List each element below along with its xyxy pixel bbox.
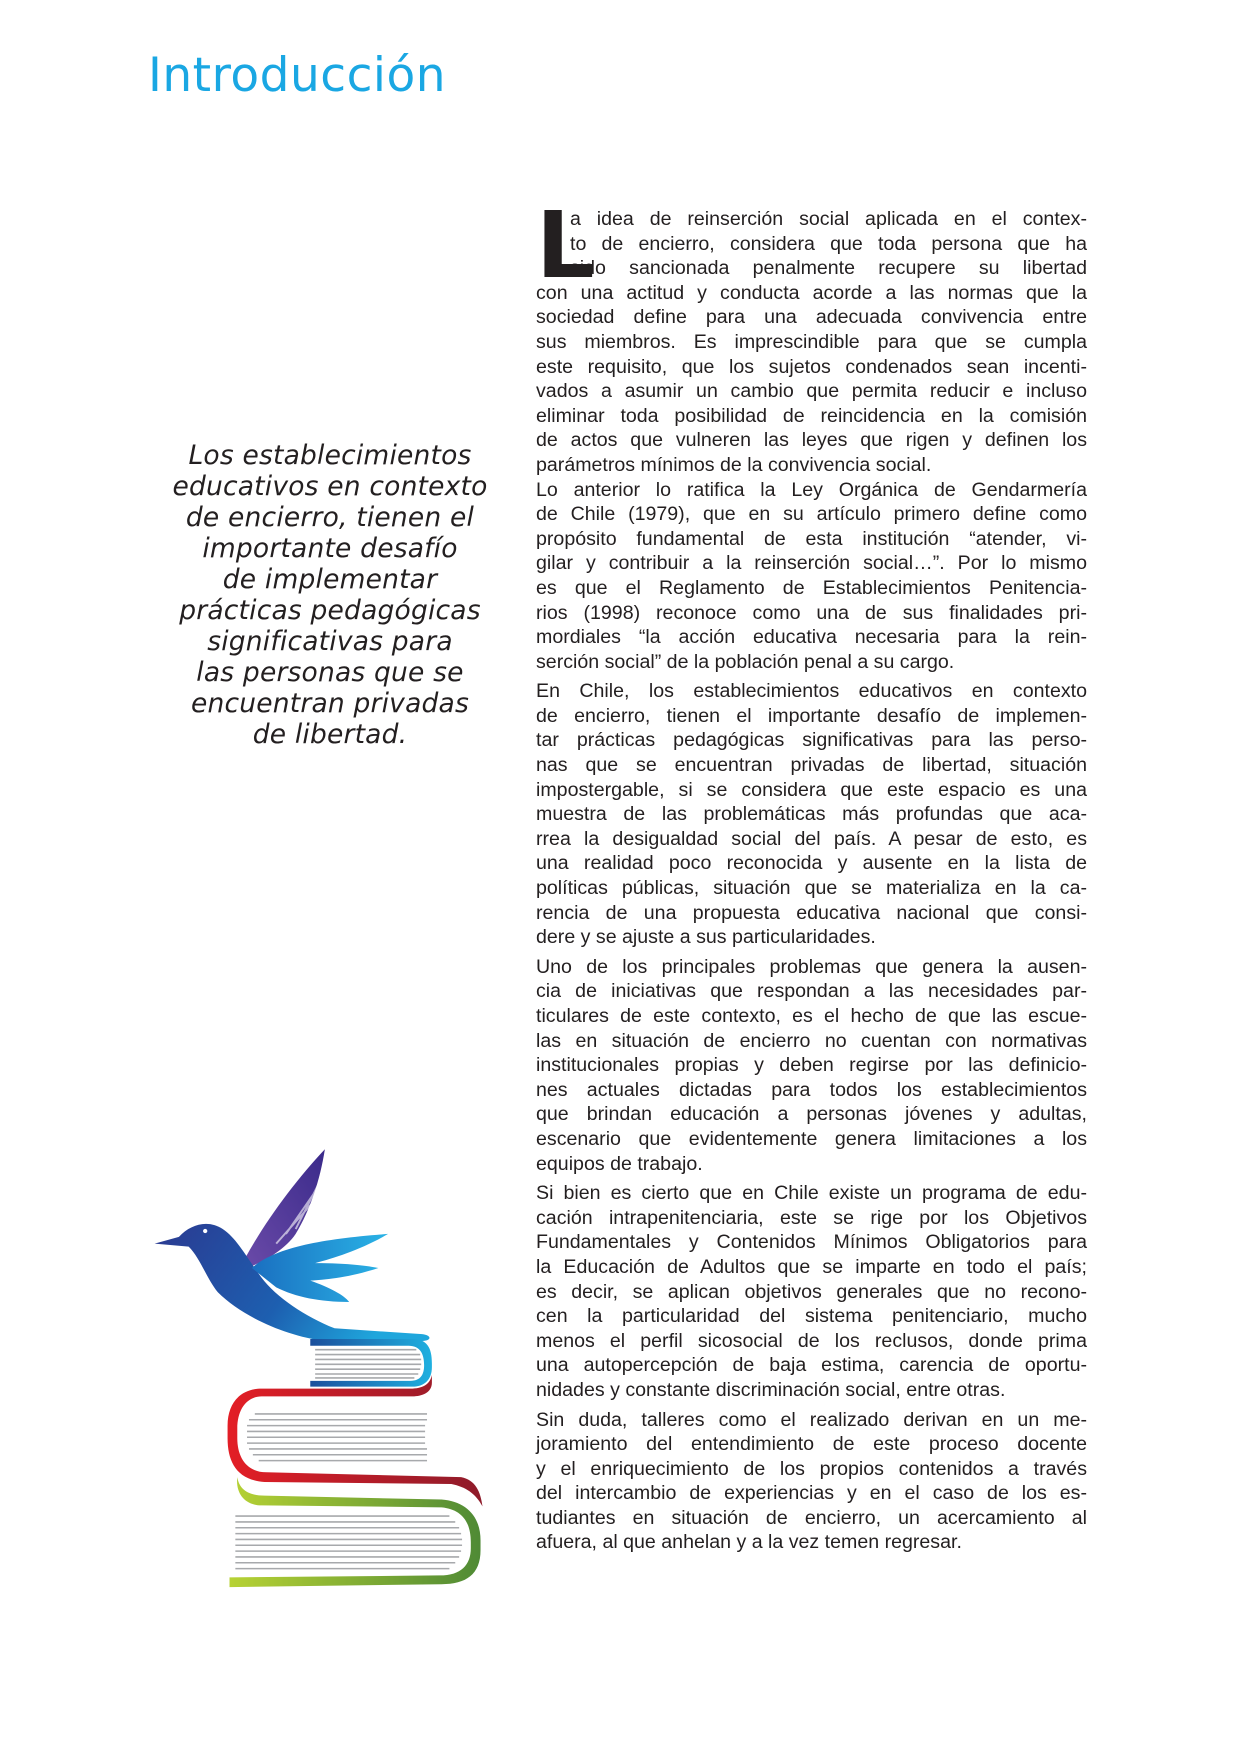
text-line: tar prácticas pedagógicas significativas para las perso- bbox=[536, 729, 1087, 752]
text-line: de actos que vulneren las leyes que rigen y definen los bbox=[536, 429, 1087, 452]
paragraph-1 bbox=[536, 192, 1087, 478]
pull-quote-line: prácticas pedagógicas bbox=[179, 595, 481, 626]
pull-quote-line: de libertad. bbox=[252, 719, 408, 750]
text-line: este requisito, que los sujetos condenados sean incenti- bbox=[536, 355, 1087, 378]
paragraph-5 bbox=[536, 1181, 1087, 1402]
text-line: Lo anterior lo ratifica la Ley Orgánica de Gendarmería bbox=[536, 478, 1087, 501]
text-line: con una actitud y conducta acorde a las normas que la bbox=[536, 281, 1087, 304]
text-line: la Educación de Adultos que se imparte en todo el país; bbox=[536, 1255, 1087, 1278]
pull-quote-line: significativas para bbox=[207, 626, 453, 657]
pull-quote-line: importante desafío bbox=[202, 533, 458, 564]
text-line: las en situación de encierro no cuentan con normativas bbox=[536, 1029, 1087, 1052]
text-line: En Chile, los establecimientos educativos en contexto bbox=[536, 680, 1087, 703]
text-line: gilar y contribuir a la reinserción social…”. Por lo mismo bbox=[536, 552, 1087, 575]
text-line: serción social” de la población penal a su cargo. bbox=[536, 650, 955, 673]
text-line: del intercambio de experiencias y en el caso de los es- bbox=[536, 1482, 1087, 1505]
text-line: escenario que evidentemente genera limitaciones a los bbox=[536, 1127, 1087, 1150]
drop-cap: L bbox=[536, 192, 595, 299]
text-line: Si bien es cierto que en Chile existe un programa de edu- bbox=[536, 1182, 1087, 1205]
text-line: tudiantes en situación de encierro, un acercamiento al bbox=[536, 1506, 1087, 1529]
text-line: de encierro, tienen el importante desafío de implemen- bbox=[536, 704, 1087, 727]
text-line: una realidad poco reconocida y ausente en la lista de bbox=[536, 852, 1087, 875]
pull-quote-line: educativos en contexto bbox=[172, 471, 488, 502]
text-line: joramiento del entendimiento de este proceso docente bbox=[536, 1433, 1087, 1456]
paragraph-3 bbox=[536, 679, 1087, 950]
text-line: cia de iniciativas que respondan a las necesidades par- bbox=[536, 980, 1087, 1003]
text-line: muestra de las problemáticas más profundas que aca- bbox=[536, 803, 1087, 826]
text-line: dere y se ajuste a sus particularidades. bbox=[536, 926, 876, 949]
text-line: rios (1998) reconoce como una de sus finalidades pri- bbox=[536, 601, 1087, 624]
pull-quote-line: las personas que se bbox=[196, 657, 464, 688]
pull-quote-line: encuentran privadas bbox=[191, 688, 469, 719]
text-line: parámetros mínimos de la convivencia social. bbox=[536, 453, 932, 476]
page-title: Introducción bbox=[148, 48, 447, 103]
text-line: to de encierro, considera que toda persona que ha bbox=[570, 232, 1087, 255]
pull-quote-line: Los establecimientos bbox=[188, 440, 472, 471]
text-line: propósito fundamental de esta institución “atender, vi- bbox=[536, 527, 1087, 550]
text-line: a idea de reinserción social aplicada en el contex- bbox=[570, 208, 1087, 230]
text-line: Uno de los principales problemas que genera la ausen- bbox=[536, 955, 1087, 978]
text-line: rrea la desigualdad social del país. A pesar de esto, es bbox=[536, 827, 1087, 850]
text-line: vados a asumir un cambio que permita reducir e incluso bbox=[536, 380, 1087, 403]
body-text-column bbox=[536, 192, 1087, 1560]
text-line: afuera, al que anhelan y a la vez temen regresar. bbox=[536, 1531, 962, 1554]
text-line: que brindan educación a personas jóvenes y adultas, bbox=[536, 1103, 1087, 1126]
text-line: políticas públicas, situación que se materializa en la ca- bbox=[536, 877, 1087, 900]
text-line: nas que se encuentran privadas de libertad, situación bbox=[536, 754, 1087, 777]
text-line: ticulares de este contexto, es el hecho de que las escue- bbox=[536, 1005, 1087, 1027]
text-line: nidades y constante discriminación social, entre otras. bbox=[536, 1378, 1006, 1401]
text-line: menos el perfil sicosocial de los reclusos, donde prima bbox=[536, 1329, 1087, 1352]
text-line: cación intrapenitenciaria, este se rige por los Objetivos bbox=[536, 1206, 1087, 1229]
text-line: una autopercepción de baja estima, carencia de oportu- bbox=[536, 1354, 1087, 1377]
text-line: equipos de trabajo. bbox=[536, 1152, 703, 1175]
pull-quote-line: de encierro, tienen el bbox=[185, 502, 475, 533]
pull-quote bbox=[140, 440, 520, 750]
text-line: es decir, se aplican objetivos generales que no recono- bbox=[536, 1280, 1087, 1303]
text-line: Sin duda, talleres como el realizado derivan en un me- bbox=[536, 1408, 1087, 1431]
text-line: cen la particularidad del sistema penitenciario, mucho bbox=[536, 1305, 1087, 1328]
text-line: institucionales propias y deben regirse por las definicio- bbox=[536, 1054, 1087, 1077]
text-line: sus miembros. Es imprescindible para que se cumpla bbox=[536, 330, 1087, 353]
text-line: es que el Reglamento de Establecimientos Penitencia- bbox=[536, 576, 1087, 599]
text-line: nes actuales dictadas para todos los establecimientos bbox=[536, 1078, 1087, 1101]
pull-quote-line: de implementar bbox=[222, 564, 438, 595]
text-line: Fundamentales y Contenidos Mínimos Obligatorios para bbox=[536, 1231, 1087, 1254]
paragraph-4 bbox=[536, 955, 1087, 1176]
text-line: impostergable, si se considera que este espacio es una bbox=[536, 778, 1087, 801]
paragraph-6 bbox=[536, 1408, 1087, 1556]
bird-on-books-icon bbox=[140, 1140, 500, 1610]
text-line: sociedad define para una adecuada convivencia entre bbox=[536, 306, 1087, 329]
text-line: mordiales “la acción educativa necesaria para la rein- bbox=[536, 626, 1087, 649]
text-line: eliminar toda posibilidad de reincidencia en la comisión bbox=[536, 404, 1087, 427]
text-line: sido sancionada penalmente recupere su libertad bbox=[570, 257, 1087, 280]
text-line: rencia de una propuesta educativa nacional que consi- bbox=[536, 901, 1087, 924]
text-line: y el enriquecimiento de los propios contenidos a través bbox=[536, 1457, 1087, 1480]
text-line: de Chile (1979), que en su artículo primero define como bbox=[536, 503, 1087, 526]
paragraph-2 bbox=[536, 478, 1087, 675]
